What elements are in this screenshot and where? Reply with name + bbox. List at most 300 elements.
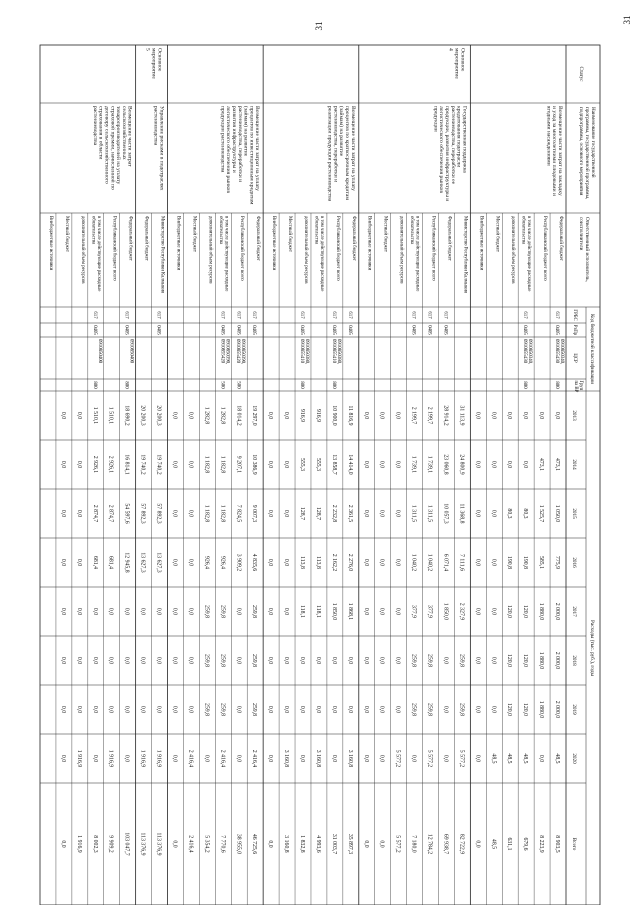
row-value: 0,0 [283,705,290,714]
row-value: 0,0 [59,656,66,665]
row-value: 4 993,6 [314,835,321,853]
row-value: 631,1 [506,837,513,851]
header-year: 2019 [571,704,577,715]
header-year: 2016 [571,557,577,568]
row-value: 1 916,9 [155,749,162,768]
row-value: 2 199,7 [426,406,433,425]
row-value: 13 858,7 [330,454,337,475]
row-value: 120,0 [506,604,513,619]
row-value: 0,0 [394,509,401,518]
row-value: 120,0 [522,653,529,668]
row-value: 0,0 [490,656,497,665]
row-value: 0,0 [490,411,497,420]
row-value: 0,0 [187,607,194,616]
row-value: 1 525,7 [538,504,545,523]
row-value: 0,0 [474,607,481,616]
row-value: 2 000,0 [554,602,561,621]
row-value: 0,0 [59,460,66,469]
row-value: 259,8 [203,702,210,717]
row-value: 0,0 [378,411,385,420]
row-value: 1 880,0 [538,651,545,670]
row-label: в том числе действующие расходныеобязательства [520,216,532,292]
row-value: 259,8 [426,702,433,717]
row-value: 1 311,5 [426,504,433,523]
row-label: в том числе действующие расходныеобязательства [313,216,324,292]
row-value: 259,8 [426,653,433,668]
row-value: 3 160,8 [283,835,290,853]
row-value: 0,0 [267,754,274,763]
row-value: 0,0 [378,705,385,714]
row-value: 0,0 [538,411,545,420]
row-value: 2 327,9 [458,602,465,621]
row-value: 2 361,5 [346,504,353,523]
row-value: 0,0 [171,411,178,420]
row-value: 0,0 [75,607,82,616]
row-value: 0,0 [330,656,337,665]
row-label: дополнительный объем ресурсов [302,216,308,284]
row-value: 3 160,8 [346,749,353,768]
row-value: 10 386,9 [251,454,258,475]
row-value: 118,1 [314,605,321,618]
row-grbs: 617 [91,311,97,319]
row-value: 2 276,0 [346,553,353,572]
header-csr: ЦСР [572,353,577,363]
row-value: 926,4 [203,555,210,570]
row-value: 7 770,6 [219,835,226,853]
row-value: 0,0 [267,460,274,469]
section-name: Возмещение части затратсельскохозяйственныхтоваропроизводителей на уплатустраховой премии, начисленной подоговору сельскохозяйственногострахования в областирастениеводства [91,106,133,190]
row-value: 585,1 [538,555,545,570]
row-value: 0,0 [283,558,290,567]
row-value: 3 909,2 [235,553,242,572]
header-rzpr: РзПр [572,324,577,336]
row-rzpr: 0405 [442,325,448,335]
row-value: 259,8 [251,604,258,619]
row-value: 0,0 [490,705,497,714]
row-value: 2 874,7 [91,504,98,523]
row-value: 555,3 [314,457,321,472]
row-value: 0,0 [442,754,449,763]
row-value: 916,9 [314,408,321,423]
row-label: Федеральный бюджет [255,216,261,261]
row-rzpr: 0405 [346,325,352,335]
row-value: 120,0 [506,653,513,668]
row-value: 0,0 [171,705,178,714]
row-value: 8 903,5 [554,835,561,853]
row-value: 0,0 [171,558,178,567]
row-value: 14 414,0 [346,454,353,475]
row-value: 23 060,8 [442,454,449,475]
row-value: 0,0 [75,656,82,665]
row-rzpr: 0405 [554,325,560,335]
row-value: 2 416,4 [219,749,226,768]
row-value: 0,0 [75,411,82,420]
row-value: 11 816,9 [346,405,353,426]
row-value: 473,1 [554,457,561,472]
row-label: Федеральный бюджет [127,216,133,261]
row-value: 5 577,2 [426,749,433,768]
row-label: Республиканский бюджет всего [542,216,548,281]
row-grbs: 617 [299,311,304,319]
row-value: 0,0 [474,705,481,714]
row-value: 20 200,3 [139,405,146,426]
row-label: Местный бюджет [287,216,293,252]
row-value: 259,8 [251,653,258,668]
row-label: Местный бюджет [63,216,69,252]
row-value: 0,0 [155,656,162,665]
row-rzpr: 0405 [91,325,97,335]
row-value: 0,0 [346,705,353,714]
row-rzpr: 0405 [123,325,129,335]
row-value: 0,0 [538,754,545,763]
header-year: Всего [571,837,577,851]
row-label: Республиканский бюджет всего [239,216,245,281]
row-rzpr: 0405 [330,325,336,335]
row-value: 555,3 [299,457,305,472]
row-label: Местный бюджет [382,216,388,252]
row-value: 5 577,2 [394,749,401,768]
row-value: 916,9 [299,408,305,423]
row-value: 0,0 [378,509,385,518]
header-year: 2018 [571,655,577,666]
row-value: 0,0 [75,705,82,714]
row-value: 1 182,8 [219,455,226,474]
row-value: 0,0 [267,411,274,420]
row-grbs: 617 [219,311,225,319]
row-value: 0,0 [330,754,337,763]
row-value: 28 914,2 [442,405,449,426]
row-value: 80,3 [506,508,513,519]
header-year: 2017 [571,606,577,617]
header-status: Статус [578,66,584,82]
row-value: 0,0 [330,705,337,714]
row-value: 0,0 [171,509,178,518]
row-value: 2 416,4 [187,749,194,768]
row-value: 0,0 [59,411,66,420]
row-label: Местный бюджет [494,216,500,252]
row-value: 1 739,1 [410,455,417,474]
row-value: 0,0 [155,705,162,714]
row-value: 48,5 [522,753,529,764]
row-value: 0,0 [187,411,194,420]
row-label: Местный бюджет [191,216,197,252]
row-value: 0,0 [107,705,114,714]
row-value: 0,0 [299,754,305,763]
row-value: 5 577,2 [458,749,465,768]
row-value: 10 057,3 [442,503,449,524]
row-value: 1 832,8 [299,835,305,853]
row-value: 0,0 [362,460,369,469]
row-value: 5 577,2 [394,835,401,853]
row-value: 1 040,2 [410,553,417,572]
row-value: 0,0 [171,840,178,848]
row-value: 9 909,2 [107,835,114,853]
row-value: 0,0 [346,656,353,665]
row-grbs: 617 [346,311,352,319]
row-value: 0,0 [474,509,481,518]
row-csr: 0910850390,0910855420 [219,339,230,365]
row-value: 8 002,3 [91,835,98,853]
header-year: 2015 [571,508,577,519]
row-value: 2 874,7 [107,504,114,523]
row-csr: 0910850380,0910855410 [330,339,341,365]
row-value: 2 416,4 [251,749,258,768]
row-value: 0,0 [187,656,194,665]
row-value: 926,4 [219,555,226,570]
row-value: 2 416,4 [187,835,194,853]
row-value: 120,0 [506,702,513,717]
row-rzpr: 0405 [155,325,161,335]
row-value: 0,0 [394,656,401,665]
row-value: 0,0 [187,509,194,518]
row-value: 1 850,0 [330,602,337,621]
row-value: 0,0 [490,558,497,567]
row-value: 0,0 [314,705,321,714]
row-value: 113,8 [299,556,305,569]
row-value: 128,7 [299,506,305,521]
row-value: 46 725,6 [251,833,258,855]
row-label: Республиканский бюджет всего [111,216,117,281]
row-value: 7 111,6 [458,554,465,571]
row-value: 1 282,8 [203,406,210,425]
page-number: 31 [314,21,324,31]
row-label: Федеральный бюджет [446,216,452,261]
row-label: Внебюджетные источники [271,216,277,271]
row-value: 0,0 [299,656,305,665]
row-csr: 0910850400 [96,339,102,363]
row-value: 190,8 [522,555,529,570]
row-value: 0,0 [187,705,194,714]
row-value: 1 050,0 [554,504,561,523]
row-value: 31 113,9 [458,405,465,426]
row-value: 3 160,8 [314,749,321,768]
row-csr: 0910850400 [128,339,134,363]
row-value: 0,0 [283,460,290,469]
row-value: 1 311,5 [410,504,417,523]
section-name: Возмещение части затрат на закладкуи уход за многолетними плодовыми иягодными насаждениями [545,106,563,196]
row-value: 3 160,8 [283,749,290,768]
row-value: 0,0 [362,754,369,763]
row-value: 0,0 [283,509,290,518]
row-value: 0,0 [187,558,194,567]
row-value: 0,0 [139,705,146,714]
row-value: 120,0 [522,702,529,717]
row-value: 0,0 [378,460,385,469]
header-code-group: Код бюджетной классификации [589,313,595,385]
row-value: 2 232,8 [330,504,337,523]
header-executor: Ответственный исполнитель,соисполнители [578,217,590,282]
row-grbs: 617 [123,311,129,319]
row-label: Министерство Республики Калмыкия [159,216,165,294]
row-value: 128,7 [314,506,321,521]
row-value: 13 627,3 [155,552,162,573]
row-rzpr: 0405 [299,325,304,335]
row-value: 775,9 [554,555,561,570]
row-value: 0,0 [362,607,369,616]
row-value: 259,8 [219,604,226,619]
corner-mark: 31 [622,15,632,25]
row-rzpr: 0405 [426,325,432,335]
row-value: 0,0 [91,656,98,665]
row-value: 0,0 [394,460,401,469]
header-year: 2020 [571,753,577,764]
row-value: 0,0 [171,607,178,616]
row-value: 0,0 [59,754,66,763]
row-value: 1 510,1 [107,406,114,425]
row-value: 57 892,3 [155,503,162,524]
row-value: 20 200,3 [155,405,162,426]
row-vr: 800 [123,381,129,389]
row-value: 1 916,9 [139,749,146,768]
row-rzpr: 0405 [235,325,241,335]
row-value: 0,0 [75,558,82,567]
row-label: дополнительный объем ресурсов [79,216,85,284]
row-vr: 800 [91,381,97,389]
header-vr: Группа ВР [573,380,583,393]
row-value: 80,3 [522,508,529,519]
row-value: 259,8 [458,702,465,717]
row-value: 48,5 [554,753,561,764]
row-value: 18 690,2 [123,405,130,426]
row-label: Федеральный бюджет [143,216,149,261]
row-value: 0,0 [267,607,274,616]
row-value: 0,0 [187,460,194,469]
row-value: 0,0 [59,607,66,616]
row-value: 4 835,6 [251,553,258,572]
row-value: 12 784,2 [426,833,433,855]
row-label: дополнительный объем ресурсов [207,216,213,284]
row-grbs: 617 [410,311,416,319]
row-vr: 800 [299,381,304,389]
row-rzpr: 0405 [251,325,257,335]
row-value: 259,8 [219,653,226,668]
row-value: 0,0 [123,754,130,763]
row-value: 0,0 [283,607,290,616]
header-name: Наименование государственнойпрограммы, государственной программы,подпрограммы, основного мероприятия [578,107,596,200]
row-value: 259,8 [203,653,210,668]
row-value: 259,8 [458,653,465,668]
row-rzpr: 0405 [219,325,225,335]
row-value: 0,0 [394,607,401,616]
row-value: 0,0 [107,607,114,616]
row-value: 0,0 [554,411,561,420]
row-value: 1 182,8 [203,455,210,474]
row-value: 377,9 [426,604,433,619]
row-value: 0,0 [378,754,385,763]
row-value: 259,8 [219,702,226,717]
row-value: 0,0 [474,840,481,848]
row-value: 0,0 [267,509,274,518]
row-value: 0,0 [283,656,290,665]
row-value: 0,0 [59,509,66,518]
row-value: 0,0 [139,656,146,665]
row-value: 0,0 [490,607,497,616]
row-value: 1 040,2 [426,553,433,572]
row-value: 0,0 [139,607,146,616]
row-value: 259,8 [410,702,417,717]
row-value: 377,9 [410,604,417,619]
row-value: 1 880,0 [538,602,545,621]
row-value: 0,0 [75,460,82,469]
row-value: 0,0 [91,607,98,616]
row-value: 9 007,3 [251,504,258,523]
row-csr: 0910850340,0910855430 [522,339,533,365]
row-value: 0,0 [394,558,401,567]
row-value: 0,0 [267,558,274,567]
row-value: 0,0 [490,509,497,518]
row-grbs: 617 [426,311,432,319]
row-value: 0,0 [522,411,529,420]
row-value: 0,0 [203,754,210,763]
section-status: Основноемероприятие4 [447,48,466,79]
row-grbs: 617 [442,311,448,319]
row-value: 19 297,0 [251,405,258,426]
row-value: 2 000,0 [554,700,561,719]
row-value: 0,0 [506,411,513,420]
header-expenses: Расходы (тыс. руб.), годы [589,620,595,676]
row-value: 0,0 [442,656,449,665]
row-value: 259,8 [203,604,210,619]
row-value: 16 814,1 [123,454,130,475]
row-label: Федеральный бюджет [558,216,563,261]
row-value: 0,0 [362,558,369,567]
row-value: 0,0 [123,607,130,616]
row-value: 24 800,9 [458,454,465,475]
section-name: Возмещение части затрат на уплатупроцентов по инвестиционным кредитам(займам) на развитиерастениеводства, переработки иразвития инфраструктуры илогистического обеспечения рынковпродукции растениеводства [219,106,261,205]
row-value: 1 282,8 [219,406,226,425]
row-csr: 0910850340,0910855430 [554,339,564,365]
row-value: 19 740,2 [139,454,146,475]
row-value: 0,0 [235,607,242,616]
row-value: 2 000,0 [554,651,561,670]
row-label: Внебюджетные источники [47,216,53,271]
row-csr: 0910850390,0910855420 [235,339,246,365]
section-name: Управление рисками в подотрасляхрастениеводства [152,106,165,191]
row-value: 0,0 [410,754,417,763]
row-value: 0,0 [362,705,369,714]
row-value: 0,0 [123,705,130,714]
row-value: 0,0 [394,411,401,420]
row-value: 48,5 [490,838,497,850]
row-value: 0,0 [378,656,385,665]
row-value: 2 162,2 [330,553,337,572]
row-grbs: 617 [251,311,257,319]
row-value: 48,5 [490,753,497,764]
row-label: Внебюджетные источники [366,216,372,271]
header-year: 2013 [571,410,577,421]
row-grbs: 617 [155,311,161,319]
row-vr: 800 [330,381,336,389]
row-value: 473,1 [538,457,545,472]
row-vr: 800 [522,381,528,389]
row-value: 118,1 [299,605,305,618]
section-name: Государственная поддержкакредитования подотраслирастениеводства, переработки еепродукции, развития инфраструктуры илогистического обеспечения рынковпродукции [432,106,468,202]
row-value: 0,0 [59,840,66,848]
row-value: 54 597,6 [123,503,130,524]
row-value: 0,0 [362,509,369,518]
row-label: в том числе действующие расходныеобязательства [409,216,420,292]
row-value: 681,4 [107,555,114,570]
row-value: 0,0 [474,656,481,665]
row-grbs: 617 [554,311,560,319]
row-value: 113 376,9 [139,832,146,856]
row-value: 0,0 [267,705,274,714]
row-value: 0,0 [171,656,178,665]
row-grbs: 617 [522,311,528,319]
row-value: 1 850,0 [442,602,449,621]
row-value: 190,8 [506,555,513,570]
row-value: 0,0 [474,411,481,420]
